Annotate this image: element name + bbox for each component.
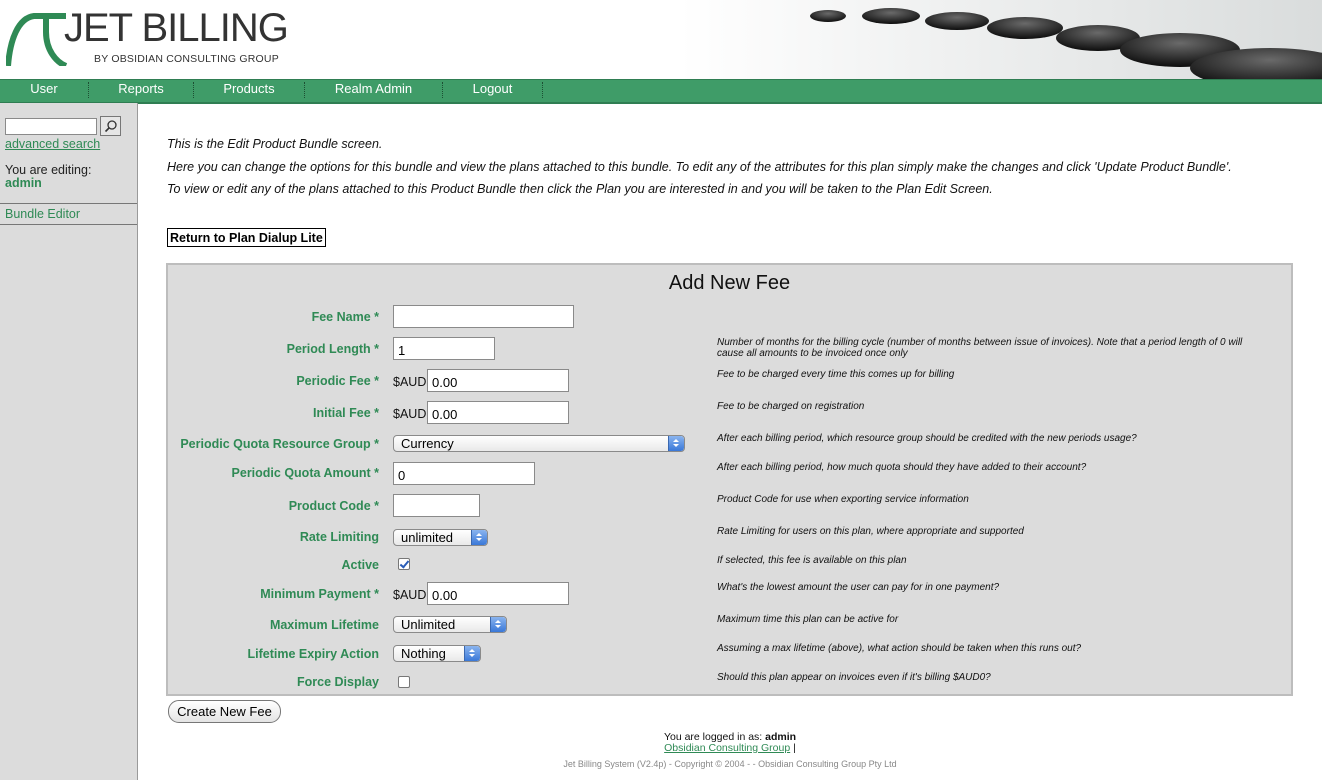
force-display-label: Force Display [297,675,379,689]
nav-logout[interactable]: Logout [472,81,513,96]
select-arrows-icon [471,530,487,545]
expiry-action-select[interactable] [393,645,481,662]
minimum-payment-label: Minimum Payment * [260,587,379,601]
search-input[interactable] [5,118,97,135]
panel-title: Add New Fee [668,272,791,294]
editing-user: admin [5,176,42,190]
rate-limiting-label: Rate Limiting [299,530,379,544]
company-separator: | [793,742,796,754]
create-new-fee-button[interactable]: Create New Fee [168,700,281,723]
intro-line-1: This is the Edit Product Bundle screen. [167,137,383,151]
rate-limiting-select[interactable] [393,529,488,546]
periodic-fee-label: Periodic Fee * [296,374,379,388]
initial-fee-currency: $AUD [393,407,427,421]
max-lifetime-value: Unlimited [401,617,456,632]
periodic-fee-currency: $AUD [393,375,427,389]
minimum-payment-help: What's the lowest amount the user can pay for in one payment? [717,582,1000,593]
expiry-action-help: Assuming a max lifetime (above), what action should be taken when this runs out? [717,643,1082,654]
expiry-action-label: Lifetime Expiry Action [247,647,379,661]
rate-limiting-value: unlimited [401,530,454,545]
footer-copyright: Jet Billing System (V2.4p) - Copyright © 2004 - - Obsidian Consulting Group Pty Ltd [563,759,897,769]
active-checkbox[interactable] [398,558,410,570]
search-icon [104,119,118,133]
logo-title: JET BILLING [64,6,288,50]
logged-in-user: admin [765,731,797,743]
force-display-help: Should this plan appear on invoices even if it's billing $AUD0? [717,672,991,683]
nav-reports[interactable]: Reports [118,81,164,96]
nav-realm-admin[interactable]: Realm Admin [334,81,413,96]
initial-fee-input[interactable] [427,401,569,424]
select-arrows-icon [464,646,480,661]
fee-name-label: Fee Name * [311,310,379,324]
quota-amount-input[interactable] [393,462,535,485]
quota-amount-label: Periodic Quota Amount * [231,466,379,480]
search-button[interactable] [100,116,121,136]
header [0,0,1322,79]
advanced-search-link[interactable]: advanced search [5,137,101,151]
active-help: If selected, this fee is available on this plan [717,555,907,566]
quota-group-select[interactable] [393,435,685,452]
quota-amount-help: After each billing period, how much quota should they have added to their account? [717,462,1087,473]
product-code-help: Product Code for use when exporting service information [717,494,969,505]
initial-fee-help: Fee to be charged on registration [717,401,865,412]
quota-group-label: Periodic Quota Resource Group * [180,437,379,451]
nav-user[interactable]: User [30,81,58,96]
initial-fee-label: Initial Fee * [313,406,379,420]
product-code-label: Product Code * [288,499,379,513]
minimum-payment-input[interactable] [427,582,569,605]
max-lifetime-select[interactable] [393,616,507,633]
company-link[interactable]: Obsidian Consulting Group [664,742,791,754]
period-length-label: Period Length * [286,342,379,356]
footer-link-row [0,742,1322,754]
period-length-help: Number of months for the billing cycle (number of months between issue of invoices). Note that a period length of 0 will cause all amounts to be invoiced once only [717,337,1243,359]
stones-banner-image [680,0,1322,79]
intro-line-2: Here you can change the options for this bundle and view the plans attached to this bundle. To edit any of the attributes for this plan simply make the changes and click 'Update Product Bundle'. [167,160,1232,174]
expiry-action-value: Nothing [401,646,446,661]
minimum-payment-currency: $AUD [393,588,427,602]
logo-subtitle: BY OBSIDIAN CONSULTING GROUP [94,53,279,65]
nav-separator [542,82,543,98]
add-fee-panel [166,263,1293,696]
nav-products[interactable]: Products [223,81,275,96]
periodic-fee-help: Fee to be charged every time this comes up for billing [717,369,955,380]
product-code-input[interactable] [393,494,480,517]
editing-label: You are editing: [5,163,92,177]
sidebar [0,103,138,780]
logged-in-prefix: You are logged in as: [663,731,763,743]
main-nav [0,79,1322,104]
fee-name-input[interactable] [393,305,574,328]
select-arrows-icon [668,436,684,451]
sidebar-item-bundle-editor[interactable]: Bundle Editor [5,207,81,221]
return-to-plan-button[interactable]: Return to Plan Dialup Lite [167,228,326,247]
force-display-checkbox[interactable] [398,676,410,688]
logo-arch-icon [6,10,68,66]
active-label: Active [341,558,379,572]
max-lifetime-help: Maximum time this plan can be active for [717,614,899,625]
select-arrows-icon [490,617,506,632]
periodic-fee-input[interactable] [427,369,569,392]
max-lifetime-label: Maximum Lifetime [269,618,379,632]
period-length-input[interactable] [393,337,495,360]
intro-line-3: To view or edit any of the plans attached to this Product Bundle then click the Plan you are interested in and you will be taken to the Plan Edit Screen. [167,182,993,196]
rate-limiting-help: Rate Limiting for users on this plan, where appropriate and supported [717,526,1024,537]
quota-group-value: Currency [401,436,454,451]
quota-group-help: After each billing period, which resource group should be credited with the new periods usage? [717,433,1137,444]
